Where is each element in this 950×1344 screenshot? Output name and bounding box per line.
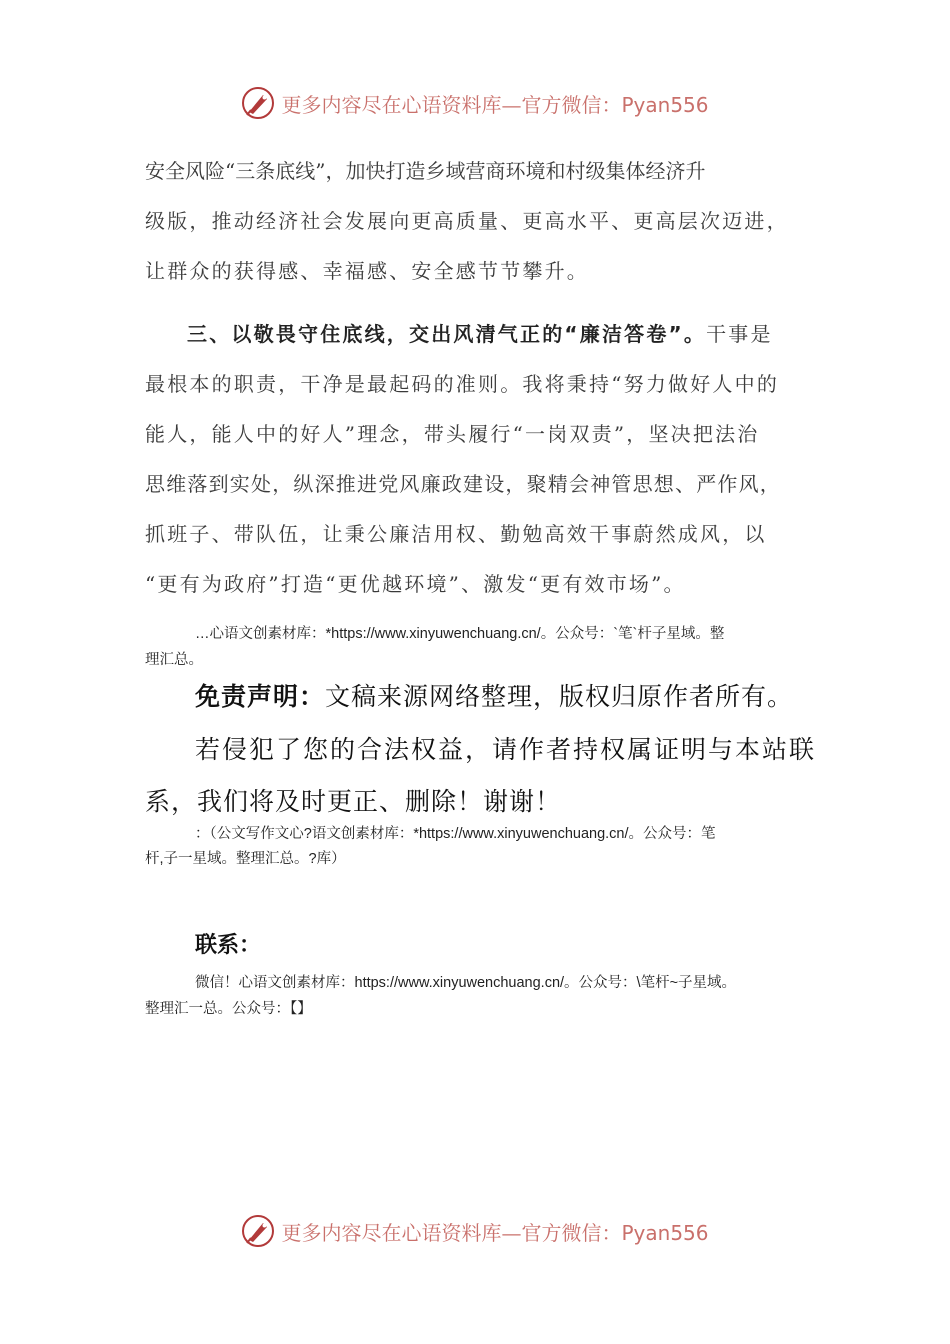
pen-nib-logo-icon <box>241 86 275 120</box>
paragraph-line: 能人，能人中的好人”理念，带头履行“一岗双责”，坚决把法治 <box>145 422 760 446</box>
banner-wechat-id: Pyan556 <box>621 92 709 117</box>
paragraph-line: 级版，推动经济社会发展向更高质量、更高水平、更高层次迈进， <box>145 209 789 233</box>
paragraph-line: 安全风险“三条底线”，加快打造乡域营商环境和村级集体经济升 <box>145 159 706 183</box>
disclaimer-line: 若侵犯了您的合法权益，请作者持权属证明与本站联 <box>195 735 817 764</box>
heading-rest-text: 干事是 <box>706 322 773 346</box>
source-note: ：（公文写作文心?语文创素材库：*https://www.xinyuwenchuang.cn/。公众号：笔 <box>195 826 716 842</box>
contact-line: 整理汇一总。公众号：【】 <box>145 1001 312 1017</box>
paragraph-line: 抓班子、带队伍，让秉公廉洁用权、勤勉高效干事蔚然成风，以 <box>145 522 767 546</box>
disclaimer-label: 免责声明： <box>195 682 326 711</box>
paragraph-line: “更有为政府”打造“更优越环境”、激发“更有效市场”。 <box>145 572 686 596</box>
pen-nib-logo-icon <box>241 1214 275 1248</box>
footer-banner <box>0 1211 950 1251</box>
source-note: …心语文创素材库：*https://www.xinyuwenchuang.cn/。公众号：`笔`杆子星域。整 <box>195 626 725 642</box>
header-banner <box>0 83 950 123</box>
banner-wechat-id: Pyan556 <box>621 1220 709 1245</box>
source-note: 杆,子一星域。整理汇总。?库） <box>145 851 346 867</box>
paragraph-line: 思维落到实处，纵深推进党风廉政建设，聚精会神管思想、严作风， <box>145 472 781 496</box>
disclaimer-line: 免责声明：文稿来源网络整理，版权归原作者所有。 <box>195 682 794 711</box>
source-note: 理汇总。 <box>145 652 203 668</box>
contact-title: 联系： <box>195 933 262 958</box>
banner-text: 更多内容尽在心语资料库—官方微信：Pyan556 <box>281 92 709 117</box>
section-heading-line <box>145 318 810 347</box>
disclaimer-line: 系，我们将及时更正、删除！谢谢！ <box>145 787 562 816</box>
contact-line: 微信！心语文创素材库：https://www.xinyuwenchuang.cn/。公众号：\笔杆~子星域。 <box>195 975 737 991</box>
banner-text: 更多内容尽在心语资料库—官方微信：Pyan556 <box>281 1220 709 1245</box>
paragraph-line: 最根本的职责，干净是最起码的准则。我将秉持“努力做好人中的 <box>145 372 780 396</box>
paragraph-line: 让群众的获得感、幸福感、安全感节节攀升。 <box>145 259 589 283</box>
section-heading: 三、以敬畏守住底线，交出风清气正的“廉洁答卷”。 <box>187 322 707 346</box>
